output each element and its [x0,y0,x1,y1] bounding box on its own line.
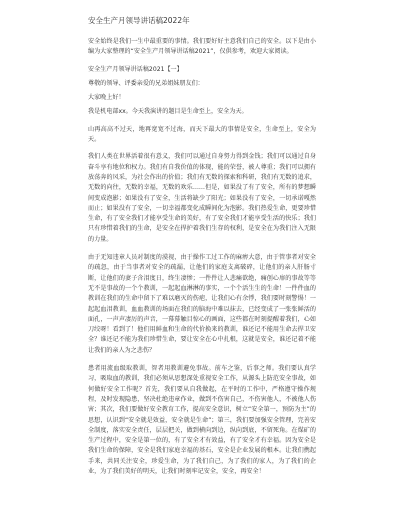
document-title: 安全生产月领导讲话稿2022年 [88,16,190,25]
intro-paragraph: 安全始终是我们一生中最重要的事情。我们要好好主意我们自己的安全。以下是由小编为大家整理的“安全生产月领导讲话稿2021”，仅供参考，欢迎大家阅读。 [88,38,316,56]
body-paragraph-2: 由于无知违章人员对制度的漠视，由于操作工过工作的麻痹大意，由于管事者对安全的疏忽，由于当事者对安全的疏漏，让他们的家庭支离破碎，让他们的亲人肝肠寸断，让他们的妻子含泪度日，终生凄惨；一件件让人悲痛欲绝，痛创心扉的事故等等无不是事故的一个个教训，一起起血淋淋的事实，一个个活生生的生命！一件件血的教训在我们的生命中留下了难以磨灭的伤疤，让我们心有余悸，我们要时刻警惕！一起起血泪教训，血血教训的场面在我们的脑海中难以抹去，已经变成了一张张鲜活的面孔，一声声凄厉的声音，一幕幕触目惊心的画面，这些都在时刻提醒着我们，心如刀绞呀！看到了！他们用鲜血和生命的代价换来的教训，谁还记不能用生命去捍卫安全？谁还记不能为我们珍惜生命，要让安全在心中扎根，这就是安全，谁还记着不能让我们的亲人为之悲伤？ [88,254,316,354]
document-body [88,37,316,484]
speaker-intro: 我是机电部xx。今天我演讲的题目是生命至上，安全为天。 [88,108,248,116]
theme-paragraph: 山再高高不过天，地再宽宽不过海，而天下最大的事情是安全，生命至上，安全为天。 [88,125,316,144]
salutation: 尊敬的领导、评委亲爱的兄弟姐妹朋友们： [88,79,204,87]
body-paragraph-3: 患者用流血级取教训，智者用教训避免事故。前车之鉴，后事之师。我们要认真学习，吸取血的教训，我们必须从思想深处重视安全工作，从源头上防范安全事故，如何做好安全工作呢？首先，我们要从自我做起，在平时的工作中，严格遵守操作规程，及时发现隐患，坚决杜绝违章作业，做到不伤害自己，不伤害他人，不被他人伤害；其次，我们要做好安全教育工作，提高安全意识，树立“安全第一，预防为主”的思想，认识到“安全就是效益，安全就是生命”；第三，我们要加强安全管理，完善安全制度，落实安全责任，层层把关，做到横向到边，纵向到底，不留死角。在煤矿的生产过程中，安全是第一位的，有了安全才有效益，有了安全才有幸福。因为安全是我们生命的保障，安全是我们家庭幸福的基石，安全是企业发展的根本。让我们携起手来，共同关注安全，珍爱生命，为了我们自己，为了我们的家人，为了我们的企业，为了我们美好的明天，让我们时刻牢记安全，安全，再安全！ [88,365,316,475]
body-paragraph-1: 我们人类在世界活着很有意义，我们可以通过自身努力得到金钱；我们可以通过自身奋斗享有地位和权力。我们有自我价值的体现，能的荣誉，被人尊重；我们可以拥有放荡奔的风采，为社会作出的价值；我们有无数的探索和科研，我们有无数的追求，无数的向往，无数的幸福，无数的欢乐……但是，如果没了有了安全，所有的梦想瞬间变成泡影；如果没有了安全，生活将缺少了阳光；如果没有了安全，一切承诺嘎然而止；如果没有了安全，一切幸福都变化成瞬间化为泡影。我们热爱生命，更要珍惜生命，有了安全我们才能享受生命的美好，有了安全我们才能享受生活的快乐；我们只有珍惜着我们的生命，是安全在捍护着我们生存的权利，是安全在为我们注入无限的力量。 [88,153,316,243]
greeting: 大家晚上好！ [88,94,125,102]
section-heading: 安全生产月领导讲话稿2021【一】 [88,65,183,73]
